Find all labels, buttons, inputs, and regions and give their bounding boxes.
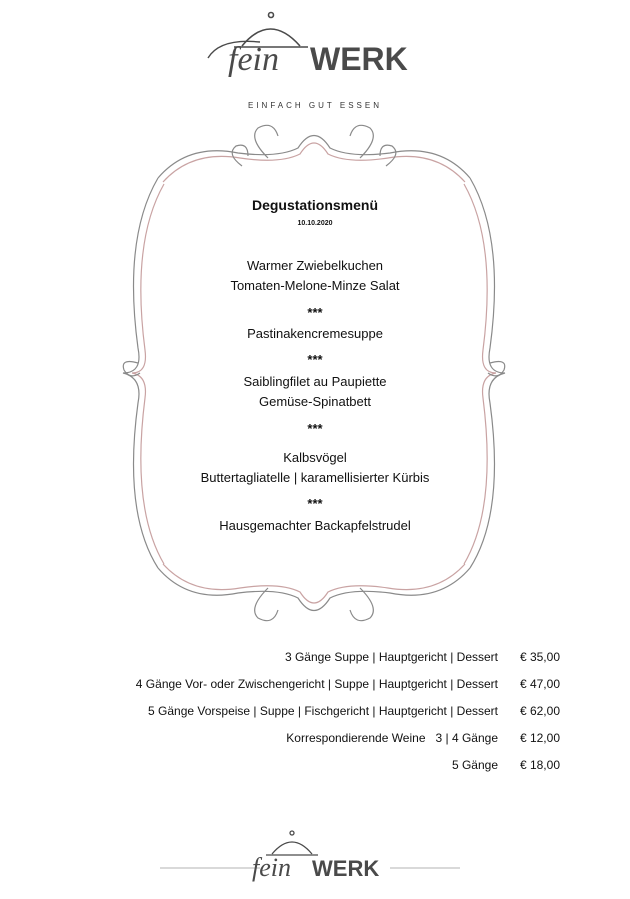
price-value: € 18,00	[519, 758, 560, 772]
menu-date: 10.10.2020	[297, 220, 333, 227]
price-row	[60, 650, 560, 677]
course-line: Gemüse-Spinatbett	[258, 394, 371, 409]
feinwerk-logo	[200, 8, 430, 80]
course-line: Saiblingfilet au Paupiette	[243, 374, 387, 389]
course-separator: ***	[307, 305, 323, 320]
price-value: € 35,00	[519, 650, 560, 664]
price-label: 5 Gänge Vorspeise | Suppe | Fischgericht | Hauptgericht | Dessert	[148, 704, 498, 718]
course-separator: ***	[307, 352, 323, 367]
tagline: EINFACH GUT ESSEN	[248, 101, 382, 110]
price-label: 4 Gänge Vor- oder Zwischengericht | Suppe | Hauptgericht | Dessert	[135, 677, 498, 691]
price-label: 3 Gänge Suppe | Hauptgericht | Dessert	[284, 650, 498, 664]
course-separator: ***	[307, 496, 323, 511]
feinwerk-logo-footer	[160, 828, 460, 884]
price-list	[60, 650, 560, 785]
logo-script-text: fein	[228, 41, 279, 78]
menu-title: Degustationsmenü	[251, 197, 378, 213]
price-row	[60, 758, 560, 785]
price-row	[60, 731, 560, 758]
course-line: Warmer Zwiebelkuchen	[246, 258, 384, 273]
price-row	[60, 677, 560, 704]
course-line: Tomaten-Melone-Minze Salat	[230, 278, 400, 293]
course-line: Pastinakencremesuppe	[247, 326, 383, 341]
course-5	[130, 516, 500, 536]
logo-script-text: fein	[252, 853, 291, 882]
course-line: Hausgemachter Backapfelstrudel	[219, 518, 411, 533]
course-2	[130, 324, 500, 344]
course-separator: ***	[307, 421, 323, 436]
price-value: € 47,00	[519, 677, 560, 691]
logo-block-text: WERK	[312, 856, 380, 881]
price-value: € 62,00	[519, 704, 560, 718]
course-4	[130, 448, 500, 488]
course-3	[130, 372, 500, 412]
price-label: Korrespondierende Weine 3 | 4 Gänge	[286, 731, 498, 745]
cloche-icon	[266, 831, 318, 855]
price-value: € 12,00	[519, 731, 560, 745]
course-line: Buttertagliatelle | karamellisierter Kürbis	[200, 470, 430, 485]
course-line: Kalbsvögel	[283, 450, 347, 465]
price-row	[60, 704, 560, 731]
price-label: 5 Gänge	[451, 758, 498, 772]
course-1	[130, 256, 500, 296]
logo-block-text: WERK	[310, 41, 408, 77]
